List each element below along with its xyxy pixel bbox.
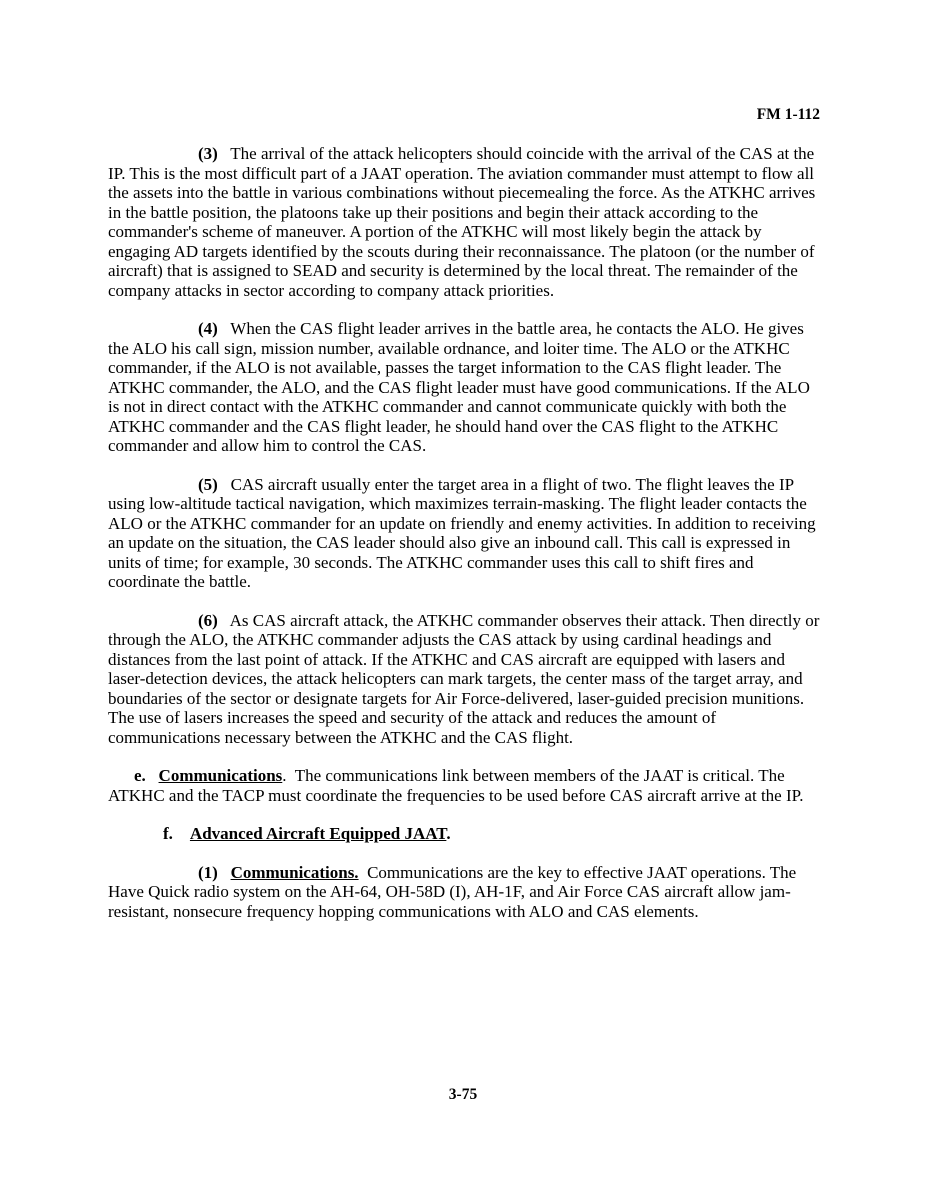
- paragraph-e-communications: [108, 766, 820, 805]
- paragraph-text: The arrival of the attack helicopters should coincide with the arrival of the CAS at the IP. This is the most difficult part of a JAAT operation. The aviation commander must attempt to flow all the assets into the battle in various combinations without piecemealing the force. As the ATKHC arrives in the battle position, the platoons take up their positions and begin their attack according to the commander's scheme of maneuver. A portion of the ATKHC will most likely begin the attack by engaging AD targets identified by the scouts during their reconnaissance. The platoon (or the number of aircraft) that is assigned to SEAD and security is determined by the local threat. The remainder of the company attacks in sector according to company attack priorities.: [108, 144, 816, 300]
- paragraph-text: CAS aircraft usually enter the target area in a flight of two. The flight leaves the IP using low-altitude tactical navigation, which maximizes terrain-masking. The flight leader contacts the ALO or the ATKHC commander for an update on friendly and enemy activities. In addition to receiving an update on the situation, the CAS leader should also give an inbound call. This call is expressed in units of time; for example, 30 seconds. The ATKHC commander uses this call to shift fires and coordinate the battle.: [108, 474, 816, 591]
- paragraph-f-heading: [108, 824, 820, 844]
- section-heading: Communications: [158, 766, 283, 785]
- paragraph-text: The communications link between members of the JAAT is critical. The ATKHC and the TACP must coordinate the frequencies to be used before CAS aircraft arrive at the IP.: [108, 766, 804, 805]
- paragraph-f1-communications: [108, 863, 820, 922]
- paragraph-number: (5): [198, 474, 218, 494]
- paragraph-number: (4): [198, 319, 218, 338]
- subsection-heading: Communications.: [230, 862, 359, 882]
- paragraph-number: (6): [198, 610, 218, 630]
- paragraph-number: (3): [198, 144, 218, 163]
- paragraph-text: As CAS aircraft attack, the ATKHC commander observes their attack. Then directly or through the ALO, the ATKHC commander adjusts the CAS attack by using cardinal headings and distances from the last point of attack. If the ATKHC and CAS aircraft are equipped with lasers and laser-detection devices, the attack helicopters can mark targets, the center mass of the target array, and boundaries of the sector or designate targets for Air Force-delivered, laser-guided precision munitions. The use of lasers increases the speed and security of the attack and reduces the amount of communications necessary between the ATKHC and the CAS flight.: [108, 610, 820, 747]
- document-id-header: FM 1-112: [756, 106, 820, 123]
- document-body: [108, 144, 820, 940]
- section-letter: f.: [163, 824, 173, 843]
- section-letter: e.: [134, 766, 146, 785]
- paragraph-6: [108, 611, 820, 748]
- paragraph-4: [108, 319, 820, 456]
- heading-suffix: .: [446, 824, 451, 843]
- paragraph-5: [108, 475, 820, 592]
- heading-suffix: .: [282, 766, 287, 785]
- paragraph-number: (1): [198, 862, 218, 882]
- paragraph-text: Communications are the key to effective JAAT operations. The Have Quick radio system on the AH-64, OH-58D (I), AH-1F, and Air Force CAS aircraft allow jam-resistant, nonsecure frequency hopping communications with ALO and CAS elements.: [108, 862, 797, 921]
- paragraph-3: [108, 144, 820, 300]
- paragraph-text: When the CAS flight leader arrives in the battle area, he contacts the ALO. He gives the ALO his call sign, mission number, available ordnance, and loiter time. The ALO or the ATKHC commander, if the ALO is not available, passes the target information to the CAS flight leader. The ATKHC commander, the ALO, and the CAS flight leader must have good communications. If the ALO is not in direct contact with the ATKHC commander and cannot communicate quickly with both the ATKHC commander and the CAS flight leader, he should hand over the CAS flight to the ATKHC commander and allow him to control the CAS.: [108, 319, 810, 455]
- section-heading: Advanced Aircraft Equipped JAAT: [189, 824, 447, 843]
- page-number-footer: 3-75: [448, 1086, 478, 1103]
